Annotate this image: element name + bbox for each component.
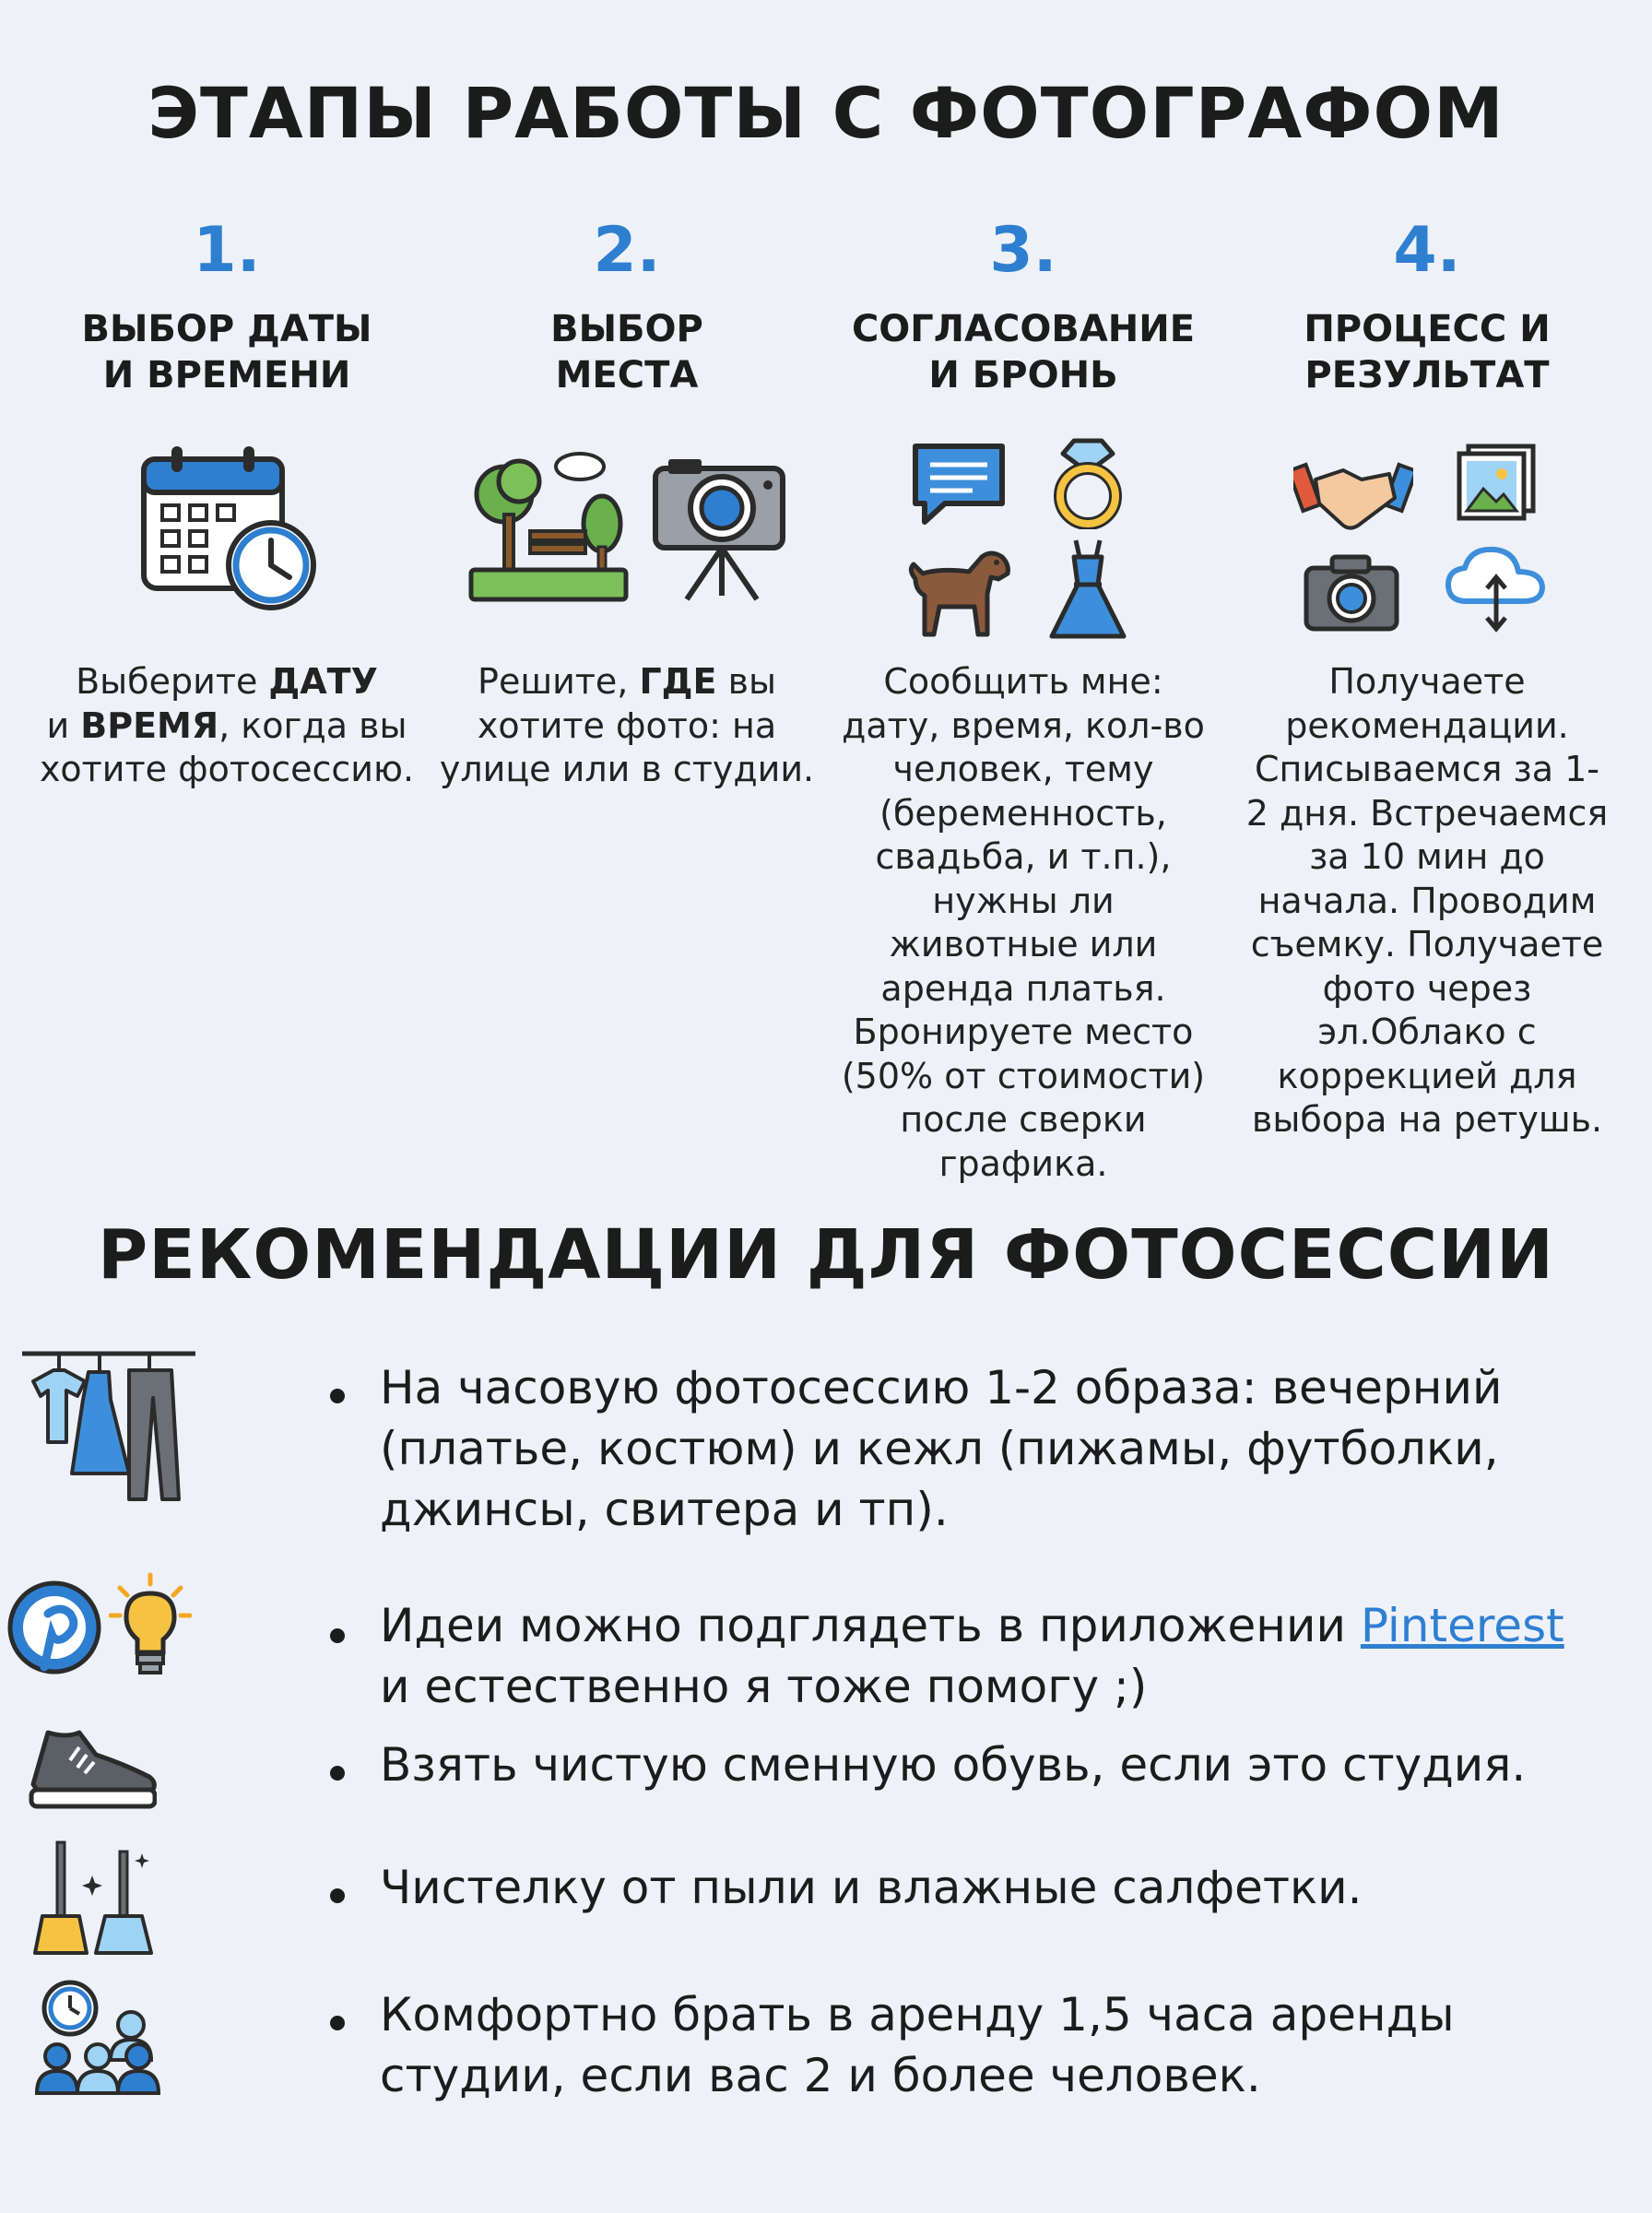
- lightbulb-icon: [109, 1571, 192, 1682]
- recommendation-text: Комфортно брать в аренду 1,5 часа аренды студии, если вас 2 и более человек.: [380, 1988, 1455, 2102]
- chat-icon: [908, 439, 1009, 531]
- step-title-line: СОГЛАСОВАНИЕ: [851, 308, 1196, 350]
- step-icons: [908, 433, 1139, 645]
- clock-people-icon: [33, 1979, 162, 2099]
- step-title: [822, 306, 1224, 398]
- list-item: [0, 1588, 1652, 1717]
- step-title-line: РЕЗУЛЬТАТ: [1304, 354, 1550, 396]
- list-item: [0, 1982, 1652, 2121]
- step-title-line: ПРОЦЕСС И: [1304, 308, 1551, 350]
- park-icon: [466, 441, 631, 607]
- step-title-line: ВЫБОР: [550, 308, 703, 350]
- step-description: Решите, ГДЕ вы хотите фото: на улице или в студии.: [439, 661, 815, 789]
- sneaker-icon: [28, 1720, 157, 1821]
- pinterest-lightbulb-icon: [0, 1577, 184, 1697]
- step-number: 4.: [1393, 214, 1461, 287]
- bullet: [330, 1628, 345, 1643]
- step-1: [26, 214, 428, 1178]
- list-item: [0, 1346, 1652, 1536]
- dress-icon: [1046, 535, 1129, 644]
- calendar-clock-icon: [135, 441, 319, 620]
- pinterest-icon: [4, 1577, 105, 1678]
- step-4: [1226, 214, 1628, 1178]
- ring-icon: [1046, 433, 1129, 529]
- step-title: [426, 306, 828, 398]
- recommendation-text: На часовую фотосессию 1-2 образа: вечерний (платье, костюм) и кежл (пижамы, футболки, джинсы, свитера и тп).: [380, 1361, 1503, 1536]
- handshake-icon: [1293, 443, 1413, 535]
- step-title: [26, 306, 428, 398]
- step-icons: [466, 441, 788, 607]
- recommendations-title: РЕКОМЕНДАЦИИ ДЛЯ ФОТОСЕССИИ: [98, 1215, 1554, 1295]
- list-item: [0, 1720, 1652, 1830]
- page-title: ЭТАПЫ РАБОТЫ С ФОТОГРАФОМ: [148, 72, 1504, 154]
- step-title-line: МЕСТА: [555, 354, 699, 396]
- photo-icon: [1456, 443, 1539, 522]
- step-description: Выберите ДАТУ и ВРЕМЯ, когда вы хотите фотосессию.: [39, 661, 415, 789]
- step-number: 1.: [193, 214, 261, 287]
- step-2: [426, 214, 828, 1178]
- list-item: [0, 1844, 1652, 1964]
- bullet: [330, 2016, 345, 2030]
- dog-icon: [904, 542, 1015, 644]
- bullet: [330, 1888, 345, 1903]
- step-title-line: И БРОНЬ: [928, 354, 1118, 396]
- bullet: [330, 1766, 345, 1781]
- step-description: Получаете рекомендации. Списываемся за 1-2 дня. Встречаемся за 10 мин до начала. Проводим съемку. Получаете фото через эл.Облако с коррекцией для выбора на ретушь.: [1245, 661, 1609, 1140]
- step-number: 2.: [593, 214, 661, 287]
- step-title: [1226, 306, 1628, 398]
- step-title-line: И ВРЕМЕНИ: [102, 354, 351, 396]
- cloud-icon: [1441, 542, 1552, 634]
- recommendation-text: Чистелку от пыли и влажные салфетки.: [380, 1861, 1363, 1914]
- step-description: Сообщить мне: дату, время, кол-во человек, тему (беременность, свадьба, и т.п.), нужны ли животные или аренда платья. Бронируете место (50% от стоимости) после сверки графика.: [841, 661, 1206, 1184]
- pinterest-link[interactable]: Pinterest: [1360, 1599, 1564, 1652]
- step-icons: [1293, 443, 1561, 636]
- steps-section: [0, 214, 1652, 1184]
- step-title-line: ВЫБОР ДАТЫ: [81, 308, 372, 350]
- recommendation-text: Идеи можно подглядеть в приложении Pinterest и естественно я тоже помогу ;): [380, 1599, 1564, 1713]
- camera-icon: [1301, 551, 1402, 634]
- brushes-icon: [33, 1839, 162, 1959]
- camera-tripod-icon: [650, 441, 788, 607]
- step-number: 3.: [989, 214, 1057, 287]
- step-3: [822, 214, 1224, 1184]
- recommendation-text: Взять чистую сменную обувь, если это студия.: [380, 1738, 1527, 1792]
- clothes-rack-icon: [17, 1335, 201, 1501]
- bullet: [330, 1389, 345, 1403]
